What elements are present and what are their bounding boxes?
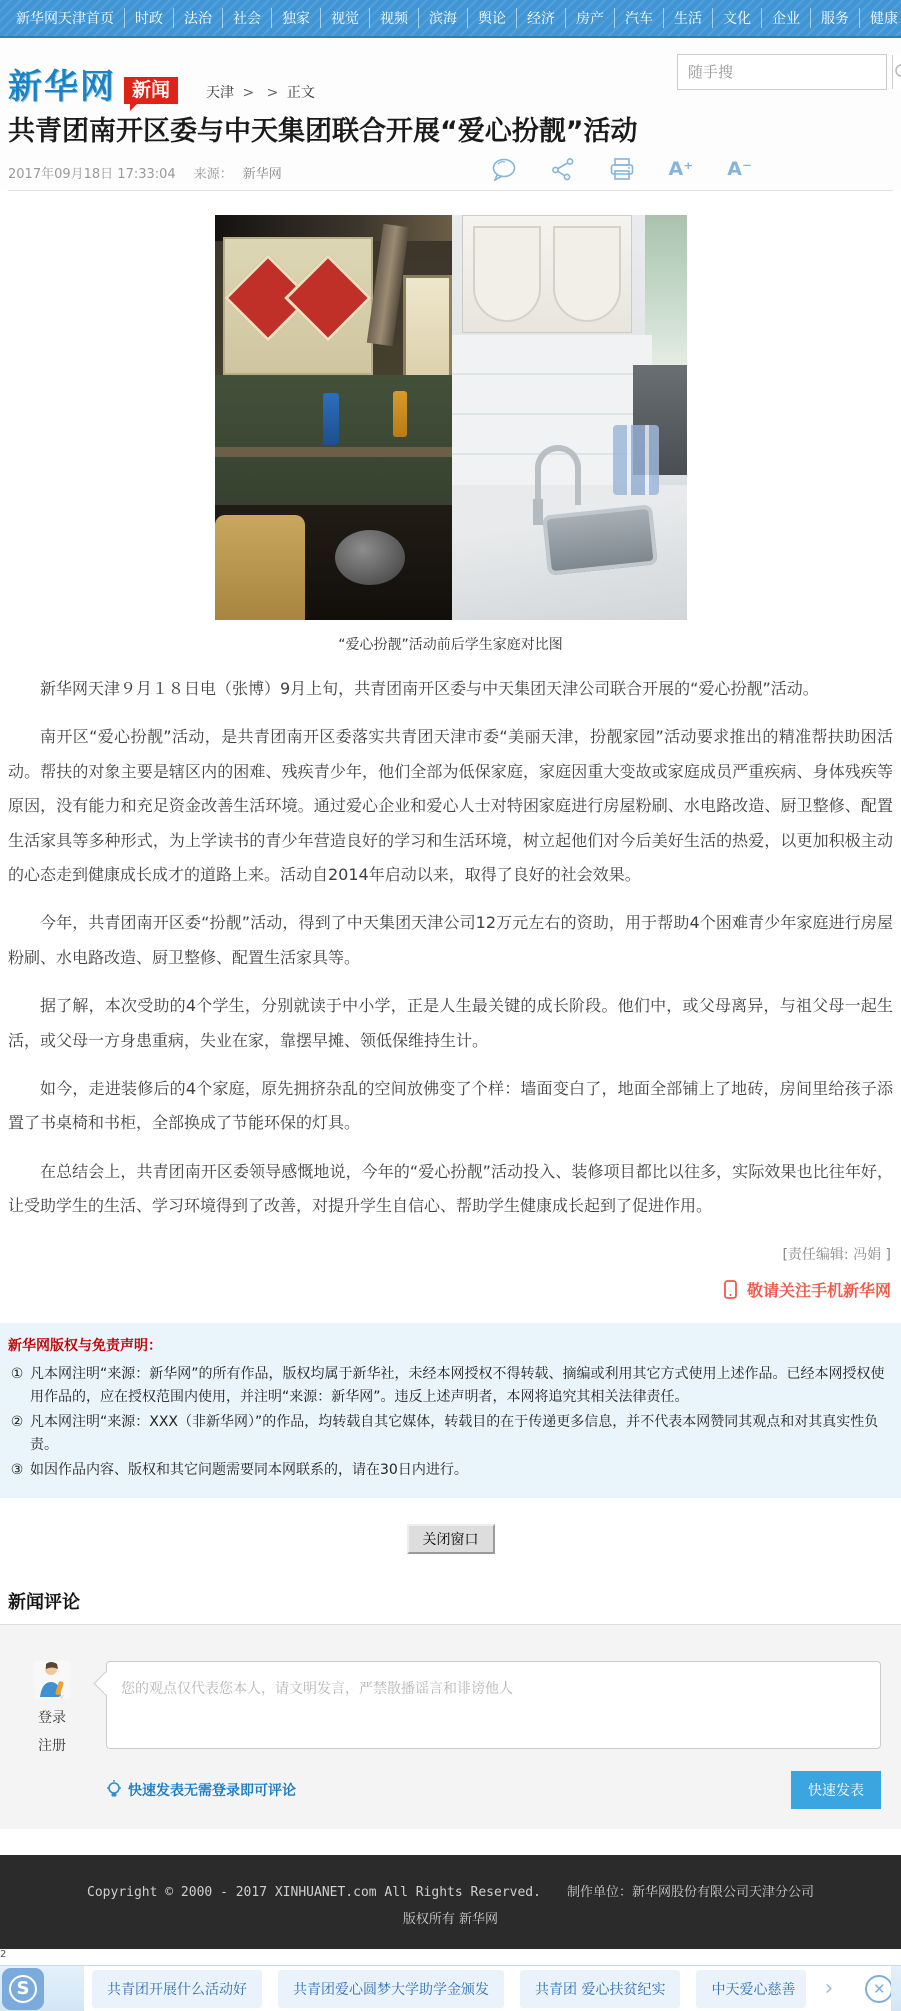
footer-copyright: Copyright © 2000 - 2017 XINHUANET.com All Rights Reserved. [87, 1885, 541, 1901]
chevron-right-icon[interactable]: › [824, 1976, 834, 2002]
nav-politics[interactable]: 时政 [124, 8, 173, 28]
nav-health[interactable]: 健康 [859, 8, 901, 28]
share-button[interactable] [551, 157, 575, 181]
quick-publish-button[interactable]: 快速发表 [791, 1771, 881, 1809]
avatar-icon [35, 1661, 69, 1699]
paragraph: 南开区“爱心扮靓”活动，是共青团南开区委落实共青团天津市委“美丽天津，扮靓家园”活动要求推出的精准帮扶助困活动。帮扶的对象主要是辖区内的困难、残疾青少年，他们全部为低保家庭，家庭因重大变故或家庭成员严重疾病、身体残疾等原因，没有能力和充足资金改善生活环境。通过爱心企业和爱心人士对特困家庭进行房屋粉刷、水电路改造、厨卫整修、配置生活家具等多种形式，为上学读书的青少年营造良好的学习和生活环境，树立起他们对今后美好生活的热爱，以更加积极主动的心态走到健康成长成才的道路上来。活动自2014年启动以来，取得了良好的社会效果。 [8, 727, 893, 885]
paragraph: 今年，共青团南开区委“扮靓”活动，得到了中天集团天津公司12万元左右的资助，用于帮助4个困难青少年家庭进行房屋粉刷、水电路改造、厨卫整修、配置生活家具等。 [8, 913, 893, 967]
paragraph: 据了解，本次受助的4个学生，分别就读于中小学，正是人生最关键的成长阶段。他们中，或父母离异，与祖父母一起生活，或父母一方身患重病，失业在家，靠摆早摊、领低保维持生计。 [8, 996, 893, 1050]
stray-text: 2 [0, 1949, 7, 1961]
photo-detail [393, 391, 407, 437]
paragraph: 如今，走进装修后的4个家庭，原先拥挤杂乱的空间放佛变了个样：墙面变白了，地面全部铺上了地砖，房间里给孩子添置了书桌椅和书柜，全部换成了节能环保的灯具。 [8, 1079, 893, 1133]
disclaimer-title: 新华网版权与免责声明： [8, 1337, 162, 1354]
nav-enterprise[interactable]: 企业 [761, 8, 810, 28]
disclaimer-text: 如因作品内容、版权和其它问题需要同本网联系的，请在30日内进行。 [30, 1461, 468, 1478]
related-links-bar [0, 1965, 901, 2011]
login-column [20, 1661, 84, 1755]
nav-binhai[interactable]: 滨海 [418, 8, 467, 28]
article-toolbar [491, 157, 752, 181]
login-link[interactable]: 登录 [38, 1710, 66, 1727]
photo-detail [613, 425, 659, 495]
comment-panel [0, 1625, 901, 1829]
register-link[interactable]: 注册 [38, 1738, 66, 1755]
xinhuanet-logo[interactable]: 新华网 [8, 67, 116, 107]
comment-input-wrap [106, 1661, 881, 1755]
nav-life[interactable]: 生活 [663, 8, 712, 28]
gap-strip [0, 1949, 901, 1965]
close-window-button[interactable]: 关闭窗口 [407, 1524, 495, 1554]
footer-producer: 制作单位：新华网股份有限公司天津分公司 [566, 1885, 814, 1901]
disclaimer-text: 凡本网注明“来源：新华网”的所有作品，版权均属于新华社，未经本网授权不得转载、摘编或利用其它方式使用上述作品。已经本网授权使用作品的，应在授权范围内使用，并注明“来源：新华网”。违反上述声明者，本网将追究其相关法律责任。 [30, 1365, 885, 1405]
article-photo-block [67, 215, 835, 654]
page-footer [0, 1855, 901, 1949]
before-after-photo [215, 215, 687, 620]
photo-caption: “爱心扮靓”活动前后学生家庭对比图 [338, 637, 563, 654]
article-title: 共青团南开区委与中天集团联合开展“爱心扮靓”活动 [8, 116, 638, 147]
quick-publish-tip-label: 快速发表无需登录即可评论 [128, 1783, 296, 1800]
comment-button[interactable] [491, 157, 517, 181]
nav-economy[interactable]: 经济 [516, 8, 565, 28]
photo-detail [542, 505, 658, 576]
photo-detail [215, 515, 305, 620]
breadcrumb-region[interactable]: 天津 [206, 85, 235, 101]
printer-icon [609, 157, 635, 181]
photo-detail [223, 237, 373, 375]
footer-rights: 版权所有 新华网 [402, 1912, 499, 1928]
related-link[interactable]: 共青团爱心圆梦大学助学金颁发 [278, 1970, 504, 2008]
disclaimer-item [4, 1363, 891, 1409]
disclaimer-bullet: ① [10, 1365, 24, 1382]
disclaimer-bullet: ③ [10, 1461, 24, 1478]
publish-date: 2017年09月18日 17:33:04 [8, 167, 176, 183]
nav-opinion[interactable]: 舆论 [467, 8, 516, 28]
nav-auto[interactable]: 汽车 [614, 8, 663, 28]
news-badge[interactable]: 新闻 [124, 77, 178, 104]
related-link[interactable]: 共青团开展什么活动好 [92, 1970, 262, 2008]
search-icon [893, 62, 901, 82]
disclaimer-bullet: ② [10, 1413, 24, 1430]
source-label: 来源： [193, 167, 233, 183]
sogou-logo-glyph: S [9, 1975, 37, 2003]
nav-culture[interactable]: 文化 [712, 8, 761, 28]
nav-law[interactable]: 法治 [173, 8, 222, 28]
comment-textarea[interactable] [106, 1661, 881, 1749]
photo-detail [215, 447, 452, 457]
breadcrumb-separator: > [242, 85, 255, 101]
nav-society[interactable]: 社会 [222, 8, 271, 28]
article-meta-row [8, 155, 893, 191]
font-increase-button[interactable]: A⁺ [668, 158, 694, 181]
related-links [84, 1966, 891, 2011]
search-input[interactable] [678, 55, 892, 89]
comment-bubble-icon [491, 157, 517, 181]
nav-video[interactable]: 视频 [369, 8, 418, 28]
paragraph: 在总结会上，共青团南开区委领导感慨地说，今年的“爱心扮靓”活动投入、装修项目都比以往多，实际效果也比往年好，让受助学生的生活、学习环境得到了改善，对提升学生自信心、帮助学生健康成长起到了促进作用。 [8, 1161, 893, 1216]
comment-actions-row [20, 1771, 881, 1809]
search-button[interactable] [892, 55, 901, 89]
photo-detail [323, 393, 339, 445]
font-decrease-button[interactable]: A⁻ [727, 158, 752, 181]
paragraph: 新华网天津９月１８日电（张博）9月上旬，共青团南开区委与中天集团天津公司联合开展的“爱心扮靓”活动。 [40, 679, 819, 699]
breadcrumb [206, 82, 315, 104]
nav-service[interactable]: 服务 [810, 8, 859, 28]
quick-publish-tip[interactable] [106, 1780, 296, 1800]
related-link[interactable]: 中天爱心慈善 [696, 1970, 806, 2008]
nav-exclusive[interactable]: 独家 [271, 8, 320, 28]
related-link[interactable]: 共青团 爱心扶贫纪实 [520, 1970, 680, 2008]
print-button[interactable] [609, 157, 635, 181]
top-navigation [0, 0, 901, 38]
disclaimer-item [4, 1411, 891, 1457]
photo-detail [535, 445, 581, 505]
disclaimer-item [4, 1459, 891, 1482]
nav-vision[interactable]: 视觉 [320, 8, 369, 28]
phone-icon [724, 1280, 737, 1299]
copyright-disclaimer [0, 1323, 901, 1498]
source-name[interactable]: 新华网 [242, 167, 282, 183]
page-header [0, 38, 901, 191]
breadcrumb-current: 正文 [286, 85, 315, 101]
share-icon [551, 157, 575, 181]
article-paragraphs [8, 672, 893, 1223]
close-window-row [0, 1524, 901, 1554]
photo-detail [462, 215, 632, 333]
lightbulb-icon [106, 1780, 122, 1800]
nav-home[interactable]: 新华网天津首页 [16, 11, 114, 27]
nav-realestate[interactable]: 房产 [565, 8, 614, 28]
mobile-promo-label: 敬请关注手机新华网 [746, 1280, 891, 1300]
article-body [0, 215, 901, 1300]
photo-detail [335, 530, 405, 585]
mobile-xinhuanet-link[interactable] [8, 1278, 893, 1301]
comments-section-title: 新闻评论 [8, 1592, 80, 1614]
breadcrumb-separator: > [266, 85, 279, 101]
disclaimer-text: 凡本网注明“来源：XXX（非新华网）”的作品，均转载自其它媒体，转载目的在于传递更多信息，并不代表本网赞同其观点和对其真实性负责。 [30, 1413, 879, 1453]
search-box [677, 54, 887, 90]
close-bar-icon[interactable]: ✕ [865, 1975, 891, 2003]
sogou-logo-icon[interactable] [2, 1968, 44, 2010]
editor-note: [责任编辑: 冯娟 ] [782, 1246, 891, 1263]
